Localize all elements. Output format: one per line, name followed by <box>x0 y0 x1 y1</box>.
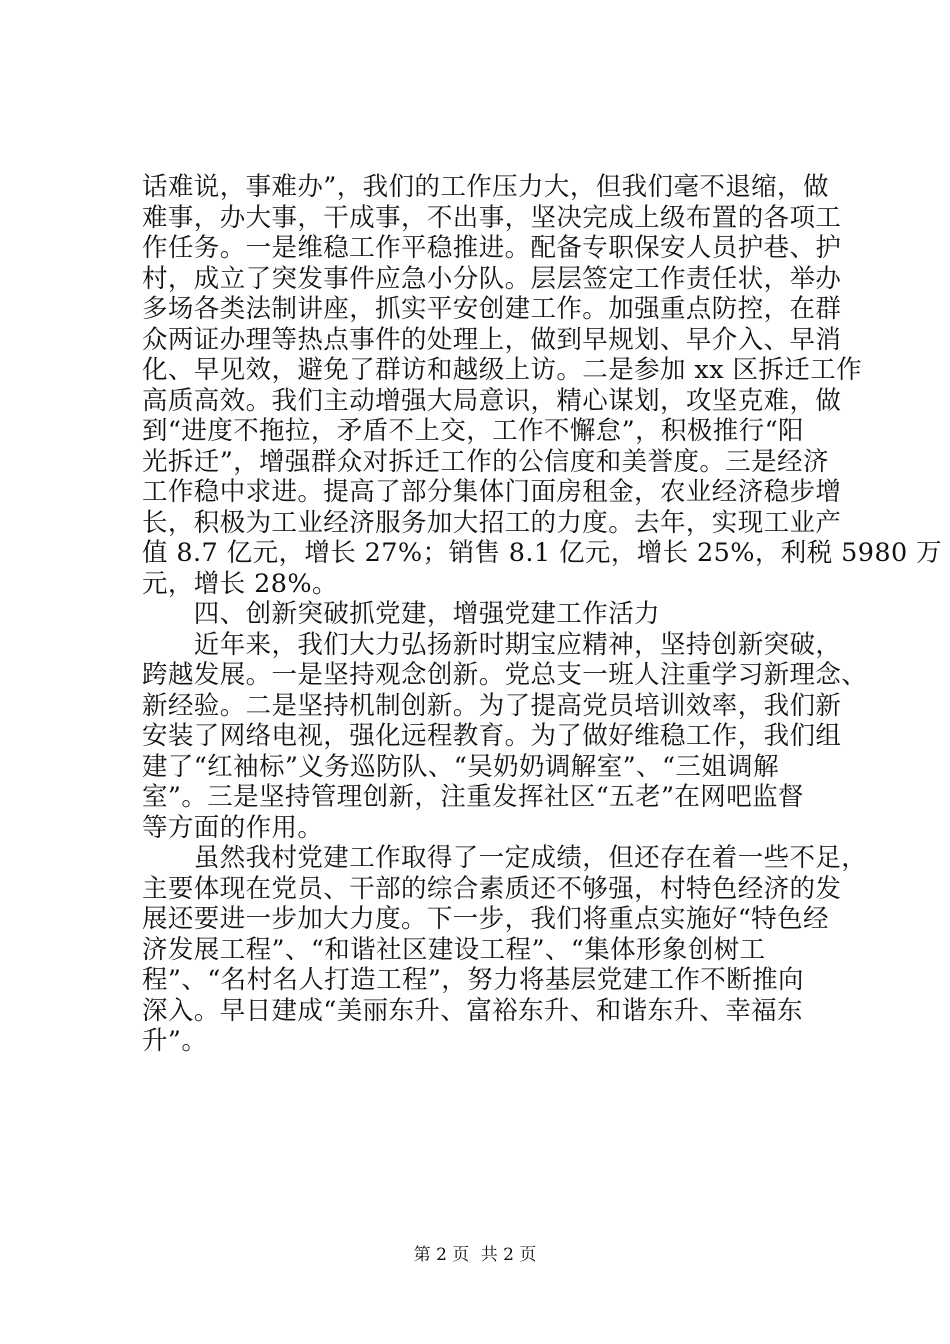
text-line: 跨越发展。一是坚持观念创新。党总支一班人注重学习新理念、 <box>142 660 868 690</box>
text-line: 元，增长 28%。 <box>142 568 338 599</box>
text-line: 村，成立了突发事件应急小分队。层层签定工作责任状，举办 <box>142 263 842 294</box>
text-line: 深入。早日建成“美丽东升、富裕东升、和谐东升、幸福东 <box>142 995 803 1026</box>
text-line: 室”。三是坚持管理创新，注重发挥社区“五老”在网吧监督 <box>142 782 804 812</box>
page-number: 第 2 页 <box>413 1245 470 1265</box>
text-line: 多场各类法制讲座，抓实平安创建工作。加强重点防控，在群 <box>142 294 842 324</box>
text-line: 等方面的作用。 <box>142 812 324 843</box>
text-line: 工作稳中求进。提高了部分集体门面房租金，农业经济稳步增 <box>142 477 842 507</box>
text-line: 光拆迁”，增强群众对拆迁工作的公信度和美誉度。三是经济 <box>142 446 829 477</box>
page-total: 共 2 页 <box>480 1245 537 1265</box>
text-line: 高质高效。我们主动增强大局意识，精心谋划，攻坚克难，做 <box>142 385 842 416</box>
text-line: 值 8.7 亿元，增长 27%；销售 8.1 亿元，增长 25%，利税 5980 万 <box>142 538 943 568</box>
text-line: 安装了网络电视，强化远程教育。为了做好维稳工作，我们组 <box>142 721 842 751</box>
text-line: 升”。 <box>142 1026 208 1056</box>
text-line: 话难说，事难办”，我们的工作压力大，但我们毫不退缩，做 <box>142 172 829 202</box>
text-line: 展还要进一步加大力度。下一步，我们将重点实施好“特色经 <box>142 904 829 934</box>
text-line: 虽然我村党建工作取得了一定成绩，但还存在着一些不足， <box>142 843 868 873</box>
text-line: 化、早见效，避免了群访和越级上访。二是参加 xx 区拆迁工作 <box>142 355 862 385</box>
text-line: 济发展工程”、“和谐社区建设工程”、“集体形象创树工 <box>142 934 766 965</box>
text-line: 近年来，我们大力弘扬新时期宝应精神，坚持创新突破， <box>142 629 842 660</box>
text-line: 主要体现在党员、干部的综合素质还不够强，村特色经济的发 <box>142 873 842 904</box>
page-footer <box>0 1244 950 1266</box>
text-line: 作任务。一是维稳工作平稳推进。配备专职保安人员护巷、护 <box>142 233 842 263</box>
text-line: 长，积极为工业经济服务加大招工的力度。去年，实现工业产 <box>142 507 842 538</box>
text-line: 程”、“名村名人打造工程”，努力将基层党建工作不断推向 <box>142 965 804 995</box>
text-line: 建了“红袖标”义务巡防队、“吴奶奶调解室”、“三姐调解 <box>142 751 779 782</box>
body-text <box>142 172 943 1057</box>
text-line: 难事，办大事，干成事，不出事，坚决完成上级布置的各项工 <box>142 202 842 233</box>
text-line: 到“进度不拖拉，矛盾不上交，工作不懈怠”，积极推行“阳 <box>142 416 804 446</box>
text-line: 新经验。二是坚持机制创新。为了提高党员培训效率，我们新 <box>142 690 842 721</box>
section-heading: 四、创新突破抓党建，增强党建工作活力 <box>142 599 661 629</box>
text-line: 众两证办理等热点事件的处理上，做到早规划、早介入、早消 <box>142 324 842 355</box>
